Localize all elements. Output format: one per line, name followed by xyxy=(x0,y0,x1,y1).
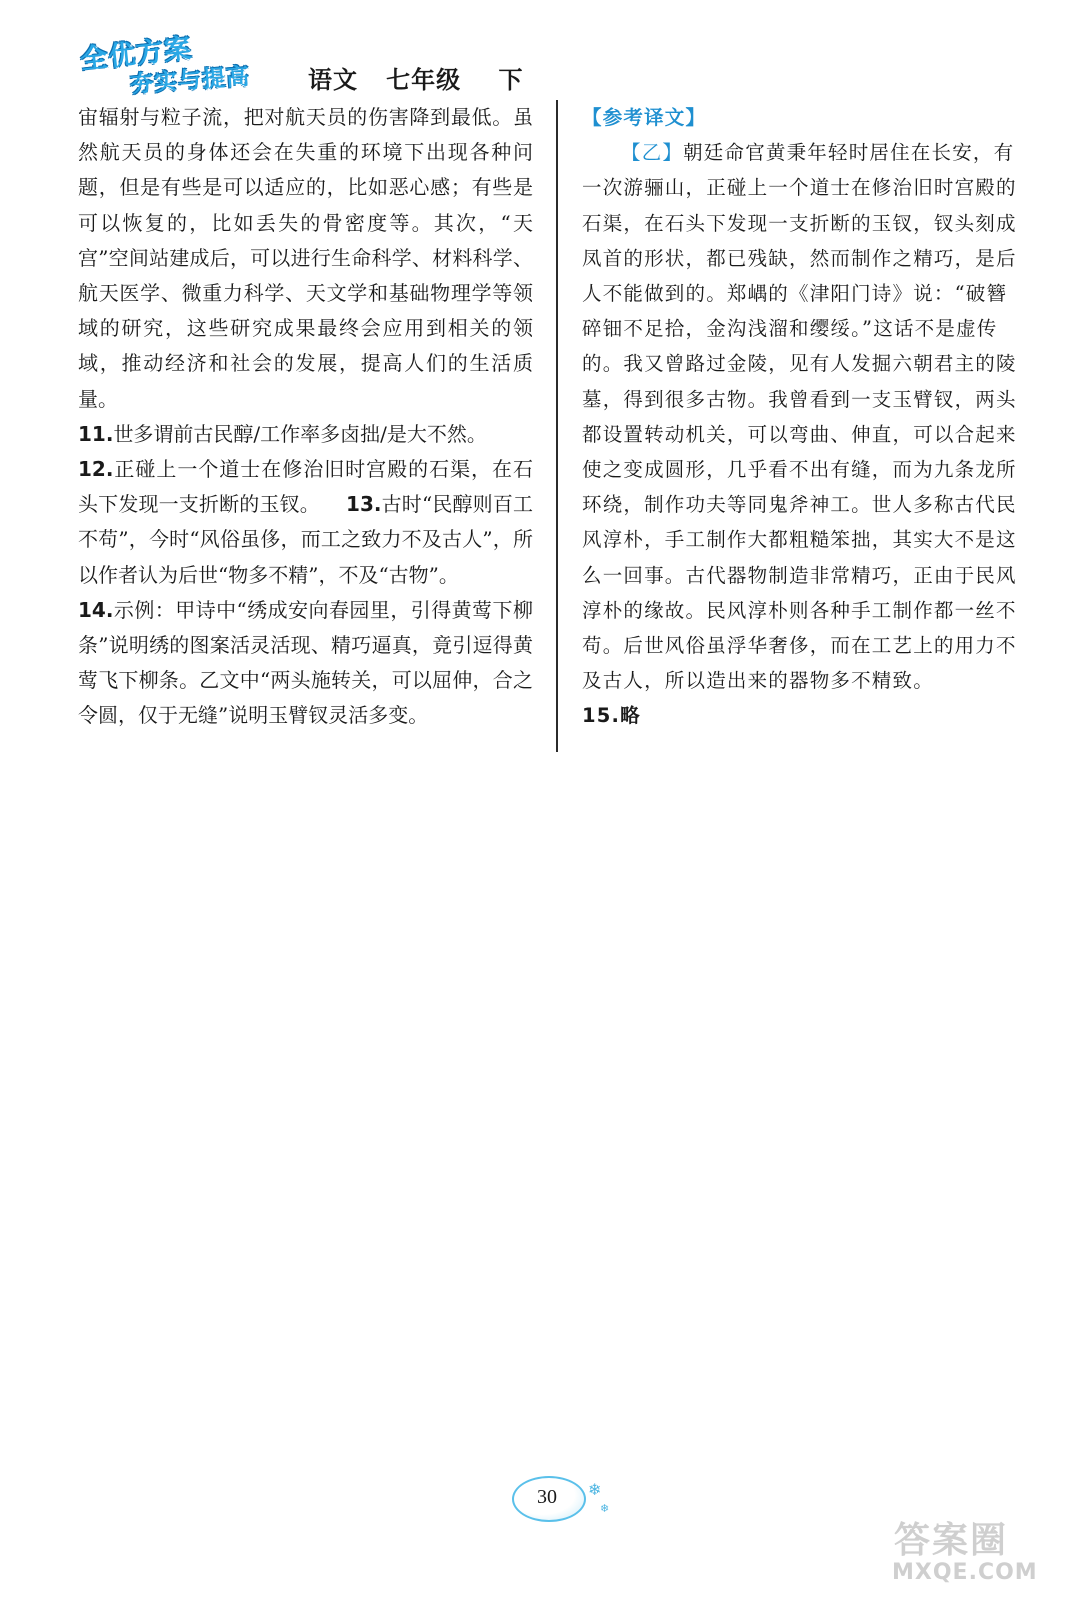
answer-11-text: 世多谓前古民醇/工作率多卤拙/是大不然。 xyxy=(113,421,487,446)
translation-paragraph xyxy=(582,135,1022,698)
page-footer xyxy=(508,1472,618,1542)
page-header xyxy=(76,28,576,98)
answer-11-number: 11. xyxy=(78,421,114,446)
section-label: 【参考译文】 xyxy=(582,106,707,129)
left-column xyxy=(78,100,533,734)
answer-13-number: 13. xyxy=(346,492,382,517)
answer-11 xyxy=(78,417,533,452)
answer-14-text: 示例：甲诗中“绣成安向春园里，引得黄莺下柳条”说明绣的图案活灵活现、精巧逼真，竟引逗得黄莺飞下柳条。乙文中“两头施转关，可以屈伸，合之令圆，仅于无缝”说明玉臂钗灵活多变。 xyxy=(78,597,533,728)
translation-text: 朝廷命官黄秉年轻时居住在长安，有一次游骊山，正碰上一个道士在修治旧时宫殿的石渠，在石头下发现一支折断的玉钗，钗头刻成凤首的形状，都已残缺，然而制作之精巧，是后人不能做到的。郑嵎的《津阳门诗》说：“破簪碎钿不足拾，金沟浅溜和缨绥。”这话不是虚传的。我又曾路过金陵，见有人发掘六朝君主的陵墓，得到很多古物。我曾看到一支玉臂钗，两头都设置转动机关，可以弯曲、伸直，可以合起来使之变成圆形，几乎看不出有缝，而为九条龙所环绕，制作功夫等同鬼斧神工。世人多称古代民风淳朴，手工制作大都粗糙笨拙，其实大不是这么一回事。古代器物制造非常精巧，正由于民风淳朴的缘故。民风淳朴则各种手工制作都一丝不苟。后世风俗虽浮华奢侈，而在工艺上的用力不及古人，所以造出来的器物多不精致。 xyxy=(582,141,1017,693)
watermark-en: MXQE.COM xyxy=(892,1560,1038,1585)
site-watermark xyxy=(888,1512,1078,1592)
answer-12-13 xyxy=(78,452,533,593)
answer-14 xyxy=(78,593,533,734)
logo-line1: 全优方案 xyxy=(79,33,194,76)
answer-15 xyxy=(582,698,1022,733)
book-title: 语文 七年级 下 xyxy=(308,66,524,94)
answer-13-text: 古时“民醇则百工不苟”，今时“风俗虽侈，而工之致力不及古人”，所以作者认为后世“物多不精”，不及“古物”。 xyxy=(78,492,533,587)
answer-12-text: 正碰上一个道士在修治旧时宫殿的石渠，在石头下发现一支折断的玉钗。 xyxy=(78,457,533,517)
continued-answer-text: 宙辐射与粒子流，把对航天员的伤害降到最低。虽然航天员的身体还会在失重的环境下出现各种问题，但是有些是可以适应的，比如恶心感；有些是可以恢复的，比如丢失的骨密度等。其次，“天宫”空间站建成后，可以进行生命科学、材料科学、航天医学、微重力科学、天文学和基础物理学等领域的研究，这些研究成果最终会应用到相关的领域，推动经济和社会的发展，提高人们的生活质量。 xyxy=(78,105,533,411)
right-column xyxy=(582,100,1022,734)
column-divider xyxy=(556,100,558,752)
paragraph-tag: 【乙】 xyxy=(621,141,684,165)
series-logo xyxy=(76,28,296,98)
answer-12-number: 12. xyxy=(78,457,114,482)
logo-line2: 夯实与提高 xyxy=(129,63,251,99)
answer-14-number: 14. xyxy=(78,597,114,622)
answer-15-text: 略 xyxy=(620,704,641,728)
watermark-cn: 答案圈 xyxy=(894,1520,1009,1561)
reference-translation-heading xyxy=(582,100,1022,135)
snowflake-icon: ❄ xyxy=(588,1480,602,1499)
page-number: 30 xyxy=(537,1486,557,1508)
answer-15-number: 15. xyxy=(582,704,621,728)
snowflake-icon: ❄ xyxy=(600,1502,610,1515)
